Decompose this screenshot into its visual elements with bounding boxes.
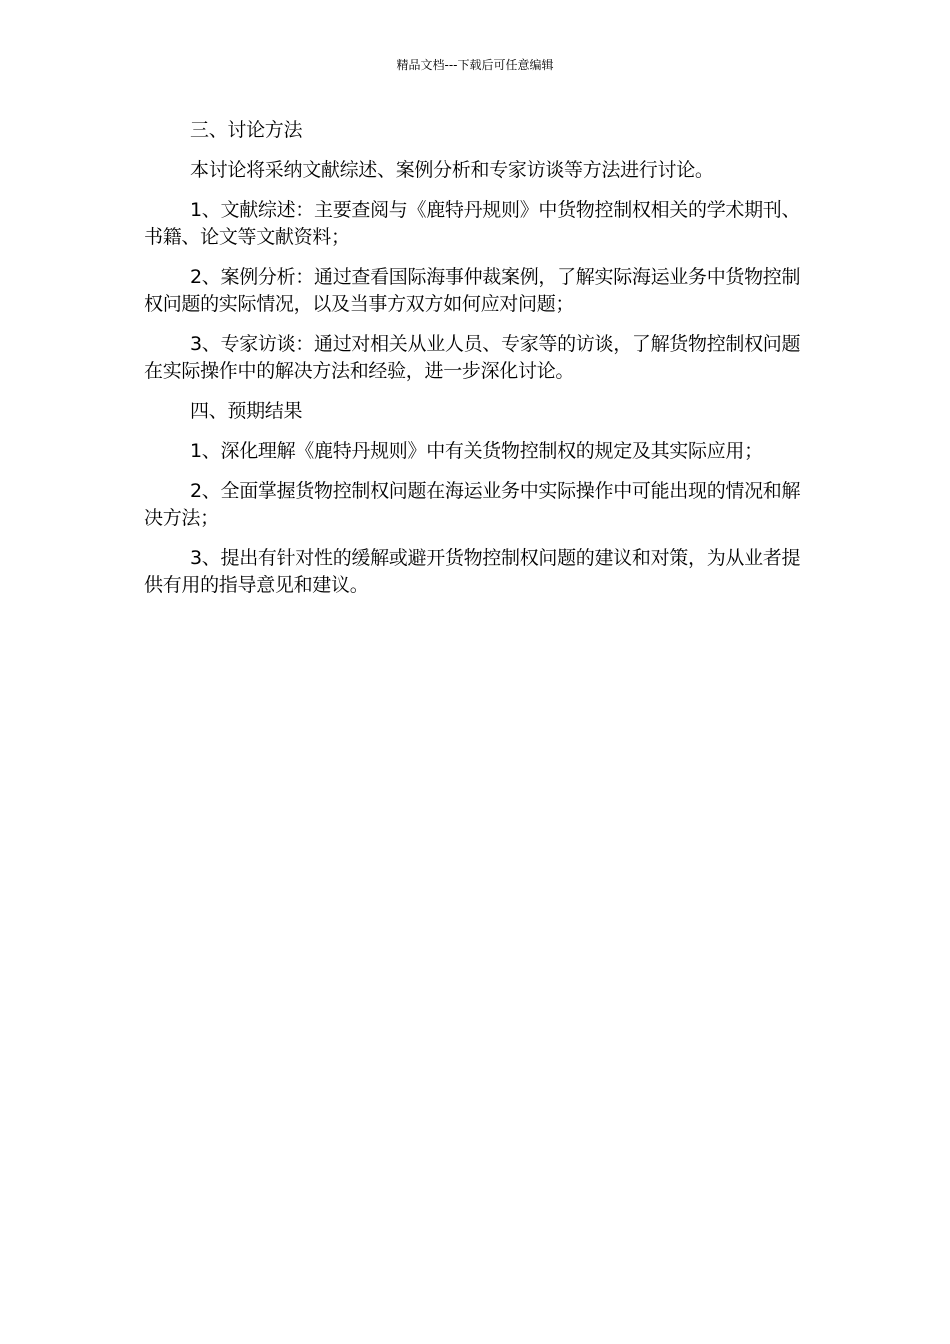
paragraph-expert-interview: 3、专家访谈：通过对相关从业人员、专家等的访谈，了解货物控制权问题在实际操作中的解决方法和经验，进一步深化讨论。 — [144, 333, 801, 382]
paragraph-methods-intro: 本讨论将采纳文献综述、案例分析和专家访谈等方法进行讨论。 — [190, 159, 714, 181]
paragraph-case-analysis: 2、案例分析：通过查看国际海事仲裁案例，了解实际海运业务中货物控制权问题的实际情况，以及当事方双方如何应对问题； — [144, 266, 801, 315]
paragraph-result-3: 3、提出有针对性的缓解或避开货物控制权问题的建议和对策，为从业者提供有用的指导意见和建议。 — [144, 547, 801, 596]
document-body — [144, 117, 816, 612]
paragraph-literature-review: 1、文献综述：主要查阅与《鹿特丹规则》中货物控制权相关的学术期刊、书籍、论文等文献资料； — [144, 199, 801, 248]
paragraph-result-2: 2、全面掌握货物控制权问题在海运业务中实际操作中可能出现的情况和解决方法； — [144, 480, 801, 529]
paragraph-result-1: 1、深化理解《鹿特丹规则》中有关货物控制权的规定及其实际应用； — [190, 440, 763, 462]
section-heading-expected-results: 四、预期结果 — [190, 400, 303, 422]
page-header: 精品文档---下载后可任意编辑 — [396, 58, 554, 72]
section-heading-methods: 三、讨论方法 — [190, 119, 303, 141]
